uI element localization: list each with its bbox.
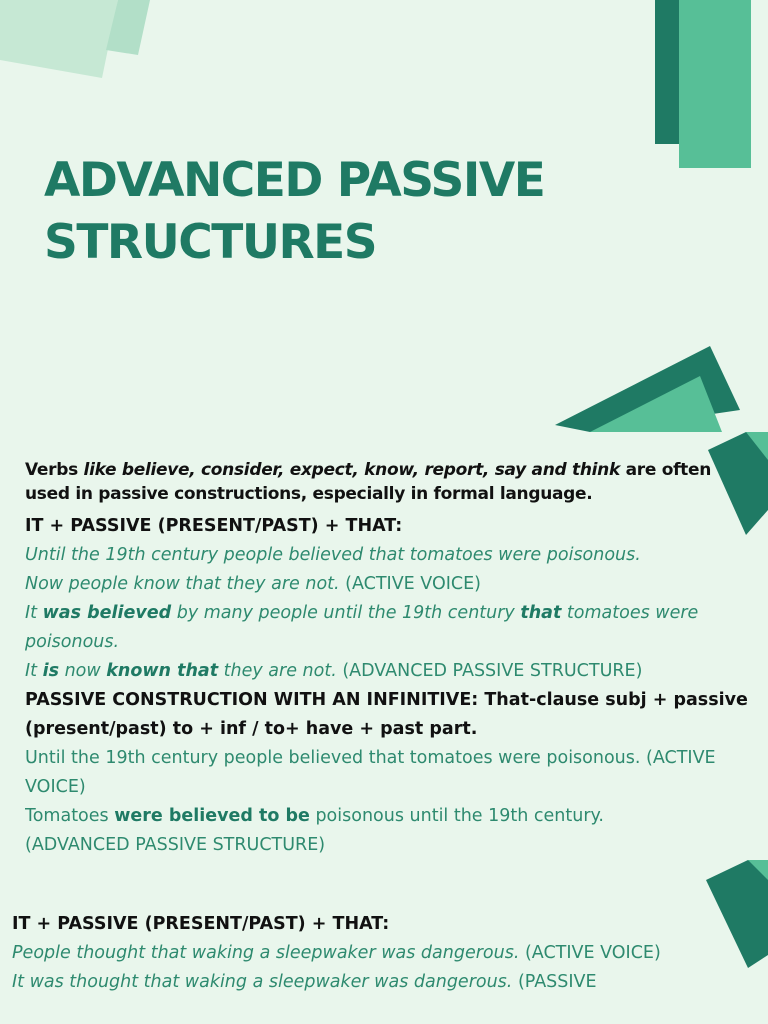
title-line-2: STRUCTURES — [44, 215, 377, 270]
intro-paragraph — [25, 458, 753, 506]
section1-heading: IT + PASSIVE (PRESENT/PAST) + THAT: — [25, 516, 403, 536]
section2-line1: Until the 19th century people believed that tomatoes were poisonous. (ACTIVE VOICE) — [25, 748, 716, 797]
example-text: Tomatoes — [25, 806, 115, 826]
example-text: Until the 19th century people believed that tomatoes were poisonous. — [25, 545, 641, 565]
section2-line3: (ADVANCED PASSIVE STRUCTURE) — [25, 835, 326, 855]
page-title — [44, 150, 544, 274]
main-content — [25, 458, 753, 863]
highlight-phrase: known that — [106, 661, 219, 681]
section1-line4 — [25, 657, 753, 686]
voice-tag: (ACTIVE VOICE) — [339, 574, 481, 594]
section2-line2 — [25, 802, 753, 831]
example-text: It — [25, 603, 43, 623]
section3-heading: IT + PASSIVE (PRESENT/PAST) + THAT: — [12, 914, 390, 934]
example-text: Now people know that they are not. — [25, 574, 340, 594]
example-text: now — [59, 661, 107, 681]
intro-text-end: are often used in passive constructions, especially in formal language. — [25, 460, 712, 504]
voice-tag: (ADVANCED PASSIVE STRUCTURE) — [336, 661, 643, 681]
intro-text: Verbs — [25, 460, 84, 480]
section1-line2 — [25, 570, 753, 599]
highlight-phrase: that — [520, 603, 562, 623]
section3-line2 — [12, 968, 752, 997]
voice-tag: (ACTIVE VOICE) — [519, 943, 661, 963]
highlight-phrase: was believed — [42, 603, 172, 623]
section2-heading: PASSIVE CONSTRUCTION WITH AN INFINITIVE: That-clause subj + passive (present/past) to + inf / to+ have + past part. — [25, 690, 748, 739]
example-text: It — [25, 661, 43, 681]
example-text: It was thought that waking a sleepwaker was dangerous. — [12, 972, 513, 992]
example-text: poisonous until the 19th century. — [309, 806, 604, 826]
highlight-phrase: were believed to be — [114, 806, 310, 826]
title-line-1: ADVANCED PASSIVE — [44, 153, 545, 208]
example-text: People thought that waking a sleepwaker was dangerous. — [12, 943, 520, 963]
example-text: tomatoes were poisonous. — [25, 603, 699, 652]
highlight-phrase: is — [42, 661, 60, 681]
section1-line3 — [25, 599, 753, 657]
section3-line1 — [12, 939, 752, 968]
top-left-decoration — [0, 0, 160, 90]
example-text: by many people until the 19th century — [171, 603, 521, 623]
example-text: they are not. — [218, 661, 337, 681]
intro-verbs: like believe, consider, expect, know, report, say and think — [83, 460, 620, 480]
second-content — [12, 910, 752, 997]
top-right-decoration — [650, 0, 768, 175]
section1-line1 — [25, 541, 753, 570]
voice-tag: (PASSIVE — [512, 972, 597, 992]
